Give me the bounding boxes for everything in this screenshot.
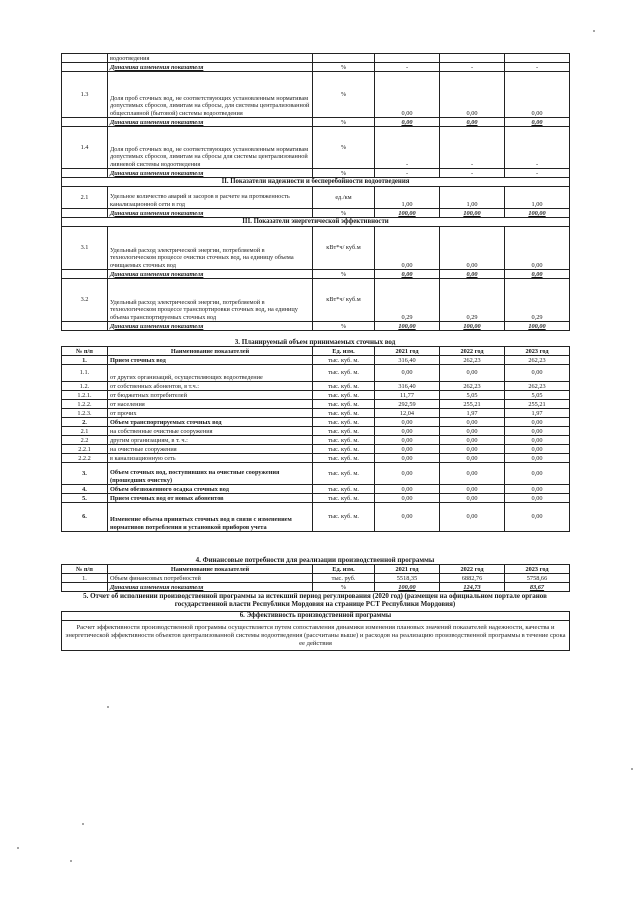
table-row bbox=[62, 463, 570, 485]
column-header: Наименование показателей bbox=[108, 565, 313, 574]
value-cell: 0,00 bbox=[505, 72, 570, 118]
row-number: 2.2.1 bbox=[62, 445, 108, 454]
table-header-row bbox=[62, 347, 570, 356]
row-name: Объем сточных вод, поступивших на очистные сооружения (прошедших очистку) bbox=[108, 463, 313, 485]
value-cell: 100,00 bbox=[375, 322, 440, 331]
dynamics-label: Динамика изменения показателя bbox=[108, 583, 313, 592]
row-number: 2.1 bbox=[62, 427, 108, 436]
dynamics-label: Динамика изменения показателя bbox=[108, 209, 313, 218]
row-name: Объем финансовых потребностей bbox=[108, 574, 313, 583]
value-cell: - bbox=[375, 169, 440, 178]
unit-cell: % bbox=[313, 209, 375, 218]
value-cell: 0,00 bbox=[375, 418, 440, 427]
scan-speck bbox=[70, 860, 72, 862]
value-cell: - bbox=[375, 127, 440, 169]
table-row bbox=[62, 391, 570, 400]
value-cell: 0,00 bbox=[505, 427, 570, 436]
unit-cell: кВт*ч/ куб.м bbox=[313, 227, 375, 270]
value-cell: 0,00 bbox=[375, 445, 440, 454]
table-row bbox=[62, 54, 570, 63]
unit-cell: ед./км bbox=[313, 187, 375, 209]
value-cell: - bbox=[440, 63, 505, 72]
row-number bbox=[62, 583, 108, 592]
value-cell: 0,00 bbox=[375, 427, 440, 436]
value-cell: 0,00 bbox=[375, 227, 440, 270]
row-number: 5. bbox=[62, 494, 108, 503]
row-name: от бюджетных потребителей bbox=[108, 391, 313, 400]
unit-cell: тыс. куб. м. bbox=[313, 485, 375, 494]
scan-speck bbox=[631, 768, 633, 770]
table-row bbox=[62, 63, 570, 72]
unit-cell: % bbox=[313, 169, 375, 178]
table-row bbox=[62, 427, 570, 436]
value-cell: 5,05 bbox=[505, 391, 570, 400]
table-row bbox=[62, 279, 570, 322]
unit-cell: % bbox=[313, 322, 375, 331]
table-row bbox=[62, 72, 570, 118]
value-cell: 0,29 bbox=[375, 279, 440, 322]
value-cell: 0,00 bbox=[505, 445, 570, 454]
value-cell: 100,00 bbox=[440, 209, 505, 218]
unit-cell: тыс. куб. м. bbox=[313, 436, 375, 445]
unit-cell: тыс. куб. м. bbox=[313, 427, 375, 436]
value-cell: 0,29 bbox=[505, 279, 570, 322]
value-cell: - bbox=[440, 127, 505, 169]
row-number: 2.2.2 bbox=[62, 454, 108, 463]
section-5-text: 5. Отчет об исполнении производственной программы за истекший период регулирования (2020 год) (размещен на официальном портале органов государственной власти Республики Мордовия на странице РСТ Республики Мордовия) bbox=[83, 592, 547, 608]
dynamics-label: Динамика изменения показателя bbox=[108, 270, 313, 279]
table-header-row bbox=[62, 612, 570, 621]
row-name: Объем транспортируемых сточных вод bbox=[108, 418, 313, 427]
value-cell: 262,23 bbox=[440, 382, 505, 391]
section-header bbox=[62, 218, 570, 227]
row-name: на собственные очистные сооружения bbox=[108, 427, 313, 436]
value-cell: 11,77 bbox=[375, 391, 440, 400]
unit-cell: тыс. куб. м. bbox=[313, 365, 375, 382]
scan-speck bbox=[82, 823, 84, 825]
row-name: в канализационную сеть bbox=[108, 454, 313, 463]
column-header: 2021 год bbox=[375, 347, 440, 356]
row-number: 1.2.3. bbox=[62, 409, 108, 418]
value-cell: - bbox=[505, 127, 570, 169]
value-cell: 0,00 bbox=[375, 503, 440, 532]
scan-speck bbox=[17, 847, 19, 849]
row-name: Изменение объема принятых сточных вод в связи с изменением нормативов потребления и установкой приборов учета bbox=[108, 503, 313, 532]
value-cell: 0,00 bbox=[440, 463, 505, 485]
value-cell: 0,00 bbox=[505, 118, 570, 127]
value-cell: 0,00 bbox=[375, 436, 440, 445]
row-number: 2. bbox=[62, 418, 108, 427]
value-cell: 0,00 bbox=[440, 427, 505, 436]
value-cell: 5758,66 bbox=[505, 574, 570, 583]
row-number: 6. bbox=[62, 503, 108, 532]
section-title: III. Показатели энергетической эффективности bbox=[62, 218, 570, 227]
table-row bbox=[62, 621, 570, 651]
value-cell: 124,73 bbox=[440, 583, 505, 592]
table-row bbox=[62, 503, 570, 532]
row-number: 1.2. bbox=[62, 382, 108, 391]
value-cell: 100,00 bbox=[375, 209, 440, 218]
dynamics-label: Динамика изменения показателя bbox=[108, 169, 313, 178]
value-cell: 0,00 bbox=[440, 494, 505, 503]
value-cell: 0,00 bbox=[375, 463, 440, 485]
value-cell: 100,00 bbox=[440, 322, 505, 331]
unit-cell: % bbox=[313, 270, 375, 279]
unit-cell: тыс. куб. м. bbox=[313, 409, 375, 418]
value-cell: 83,67 bbox=[505, 583, 570, 592]
column-header: 2022 год bbox=[440, 347, 505, 356]
column-header: № п/п bbox=[62, 347, 108, 356]
table-row bbox=[62, 382, 570, 391]
table-row bbox=[62, 169, 570, 178]
row-name: Объем обезвоженного осадка сточных вод bbox=[108, 485, 313, 494]
column-header: 2023 год bbox=[505, 565, 570, 574]
value-cell: 0,00 bbox=[505, 503, 570, 532]
value-cell: 0,00 bbox=[440, 503, 505, 532]
value-cell: 0,00 bbox=[440, 485, 505, 494]
column-header: 2023 год bbox=[505, 347, 570, 356]
table-row bbox=[62, 322, 570, 331]
row-number: 3.1 bbox=[62, 227, 108, 270]
value-cell: 0,00 bbox=[440, 227, 505, 270]
value-cell: 262,23 bbox=[505, 382, 570, 391]
value-cell: 0,29 bbox=[440, 279, 505, 322]
value-cell: 0,00 bbox=[440, 365, 505, 382]
value-cell: 0,00 bbox=[440, 436, 505, 445]
row-number: 4. bbox=[62, 485, 108, 494]
unit-cell: % bbox=[313, 127, 375, 169]
section-3-title: 3. Планируемый объем принимаемых сточных вод bbox=[234, 338, 396, 346]
column-header: Ед. изм. bbox=[313, 565, 375, 574]
row-number: 1. bbox=[62, 356, 108, 365]
value-cell: 0,00 bbox=[440, 72, 505, 118]
row-name: Удельный расход электрической энергии, потребляемой в технологическом процессе очистки сточных вод, на единицу объема очищаемых сточных вод bbox=[108, 227, 313, 270]
row-name: Прием сточных вод bbox=[108, 356, 313, 365]
row-number: 1.2.1. bbox=[62, 391, 108, 400]
value-cell: 0,00 bbox=[375, 270, 440, 279]
value-cell: 0,00 bbox=[505, 418, 570, 427]
column-header: Наименование показателей bbox=[108, 347, 313, 356]
value-cell: 0,00 bbox=[375, 494, 440, 503]
value-cell: 6882,76 bbox=[440, 574, 505, 583]
indicators-table bbox=[61, 53, 570, 331]
value-cell: 0,00 bbox=[505, 365, 570, 382]
table-row bbox=[62, 445, 570, 454]
row-number: 1.1. bbox=[62, 365, 108, 382]
section-title: II. Показатели надежности и бесперебойности водоотведения bbox=[62, 178, 570, 187]
row-name: водоотведения bbox=[108, 54, 313, 63]
dynamics-label: Динамика изменения показателя bbox=[108, 322, 313, 331]
value-cell: 0,00 bbox=[440, 118, 505, 127]
value-cell: 0,00 bbox=[375, 365, 440, 382]
value-cell: 12,04 bbox=[375, 409, 440, 418]
value-cell: 1,00 bbox=[375, 187, 440, 209]
value-cell: 5,05 bbox=[440, 391, 505, 400]
row-name: от населения bbox=[108, 400, 313, 409]
value-cell: 0,00 bbox=[375, 118, 440, 127]
value-cell: 262,23 bbox=[440, 356, 505, 365]
unit-cell: тыс. куб. м. bbox=[313, 400, 375, 409]
column-header: 2021 год bbox=[375, 565, 440, 574]
table-row bbox=[62, 187, 570, 209]
unit-cell: % bbox=[313, 72, 375, 118]
row-number: 2.1 bbox=[62, 187, 108, 209]
value-cell: - bbox=[505, 63, 570, 72]
volumes-table bbox=[61, 346, 570, 532]
value-cell: 0,00 bbox=[505, 227, 570, 270]
value-cell: 1,00 bbox=[505, 187, 570, 209]
row-number: 2.2 bbox=[62, 436, 108, 445]
dynamics-label: Динамика изменения показателя bbox=[108, 63, 313, 72]
scan-speck bbox=[593, 30, 595, 32]
column-header: Ед. изм. bbox=[313, 347, 375, 356]
value-cell: 0,00 bbox=[375, 72, 440, 118]
unit-cell: тыс. куб. м. bbox=[313, 445, 375, 454]
table-row bbox=[62, 454, 570, 463]
value-cell: 262,23 bbox=[505, 356, 570, 365]
table-row bbox=[62, 118, 570, 127]
table-row bbox=[62, 209, 570, 218]
value-cell: - bbox=[375, 63, 440, 72]
unit-cell: тыс. куб. м. bbox=[313, 494, 375, 503]
table-row bbox=[62, 400, 570, 409]
column-header: № п/п bbox=[62, 565, 108, 574]
scan-speck bbox=[107, 706, 109, 708]
value-cell: - bbox=[505, 169, 570, 178]
row-name: от собственных абонентов, в т.ч.: bbox=[108, 382, 313, 391]
table-row bbox=[62, 574, 570, 583]
value-cell: 100,00 bbox=[375, 583, 440, 592]
value-cell: 1,97 bbox=[505, 409, 570, 418]
efficiency-table bbox=[61, 611, 570, 651]
value-cell: 0,00 bbox=[505, 494, 570, 503]
row-number: 3.2 bbox=[62, 279, 108, 322]
value-cell: 0,00 bbox=[440, 454, 505, 463]
value-cell: 5518,35 bbox=[375, 574, 440, 583]
value-cell: 0,00 bbox=[375, 454, 440, 463]
value-cell: 0,00 bbox=[375, 485, 440, 494]
unit-cell: тыс. куб. м. bbox=[313, 454, 375, 463]
unit-cell: тыс. куб. м. bbox=[313, 503, 375, 532]
unit-cell: % bbox=[313, 118, 375, 127]
value-cell: 100,00 bbox=[505, 209, 570, 218]
value-cell: 292,59 bbox=[375, 400, 440, 409]
value-cell: 0,00 bbox=[505, 485, 570, 494]
table-row bbox=[62, 127, 570, 169]
value-cell: 1,00 bbox=[440, 187, 505, 209]
table-row bbox=[62, 418, 570, 427]
unit-cell: тыс. куб. м. bbox=[313, 382, 375, 391]
row-name: от других организаций, осуществляющих водоотведение bbox=[108, 365, 313, 382]
value-cell: 255,21 bbox=[505, 400, 570, 409]
finance-table bbox=[61, 564, 570, 592]
unit-cell: тыс. куб. м. bbox=[313, 418, 375, 427]
unit-cell: % bbox=[313, 583, 375, 592]
row-name: Доля проб сточных вод, не соответствующих установленным нормативам допустимых сбросов, лимитам на сбросы для системы централизованной ливневой системы водоотведения bbox=[108, 127, 313, 169]
section-4-title: 4. Финансовые потребности для реализации производственной программы bbox=[195, 556, 435, 564]
value-cell: 0,00 bbox=[440, 270, 505, 279]
row-number: 1.4 bbox=[62, 127, 108, 169]
row-number: 1. bbox=[62, 574, 108, 583]
column-header: 2022 год bbox=[440, 565, 505, 574]
section-header bbox=[62, 178, 570, 187]
table-row bbox=[62, 409, 570, 418]
table-row bbox=[62, 583, 570, 592]
row-name: Доля проб сточных вод, не соответствующих установленным нормативам допустимых сбросов, лимитам на сбросы, для системы централизованной общесплавной (бытовой) системы водоотведения bbox=[108, 72, 313, 118]
row-number: 1.2.2. bbox=[62, 400, 108, 409]
unit-cell: тыс. куб. м. bbox=[313, 391, 375, 400]
value-cell: 100,00 bbox=[505, 322, 570, 331]
value-cell: 0,00 bbox=[505, 436, 570, 445]
value-cell: 1,97 bbox=[440, 409, 505, 418]
section-6-text: Расчет эффективности производственной программы осуществляется путем сопоставления динамики изменения плановых значений показателей надежности, качества и энергетической эффективности объектов централизованной системы водоотведения (рассчитаны выше) и расходов на реализацию производственной программы в течение срока ее действия bbox=[62, 621, 570, 651]
unit-cell: тыс. куб. м. bbox=[313, 356, 375, 365]
row-name: Удельный расход электрической энергии, потребляемой в технологическом процессе транспортировки сточных вод, на единицу объема транспортируемых сточных вод bbox=[108, 279, 313, 322]
dynamics-label: Динамика изменения показателя bbox=[108, 118, 313, 127]
table-row bbox=[62, 494, 570, 503]
table-header-row bbox=[62, 565, 570, 574]
value-cell: 255,21 bbox=[440, 400, 505, 409]
table-row bbox=[62, 485, 570, 494]
table-row bbox=[62, 270, 570, 279]
row-number: 3. bbox=[62, 463, 108, 485]
table-row bbox=[62, 227, 570, 270]
row-name: на очистные сооружения bbox=[108, 445, 313, 454]
value-cell: 0,00 bbox=[440, 445, 505, 454]
value-cell: - bbox=[440, 169, 505, 178]
value-cell: 0,00 bbox=[505, 454, 570, 463]
section-6-title: 6. Эффективность производственной программы bbox=[62, 612, 570, 621]
value-cell: 0,00 bbox=[440, 418, 505, 427]
row-name: другим организациям, в т. ч.: bbox=[108, 436, 313, 445]
row-name: Удельное количество аварий и засоров в расчете на протяженность канализационной сети в год bbox=[108, 187, 313, 209]
table-row bbox=[62, 436, 570, 445]
unit-cell: тыс. куб. м. bbox=[313, 463, 375, 485]
row-name: Прием сточных вод от новых абонентов bbox=[108, 494, 313, 503]
table-row bbox=[62, 356, 570, 365]
unit-cell: кВт*ч/ куб.м bbox=[313, 279, 375, 322]
unit-cell: % bbox=[313, 63, 375, 72]
row-name: от прочих bbox=[108, 409, 313, 418]
table-row bbox=[62, 365, 570, 382]
value-cell: 316,40 bbox=[375, 356, 440, 365]
unit-cell: тыс. руб. bbox=[313, 574, 375, 583]
value-cell: 0,00 bbox=[505, 270, 570, 279]
value-cell: 316,40 bbox=[375, 382, 440, 391]
value-cell: 0,00 bbox=[505, 463, 570, 485]
row-number: 1.3 bbox=[62, 72, 108, 118]
